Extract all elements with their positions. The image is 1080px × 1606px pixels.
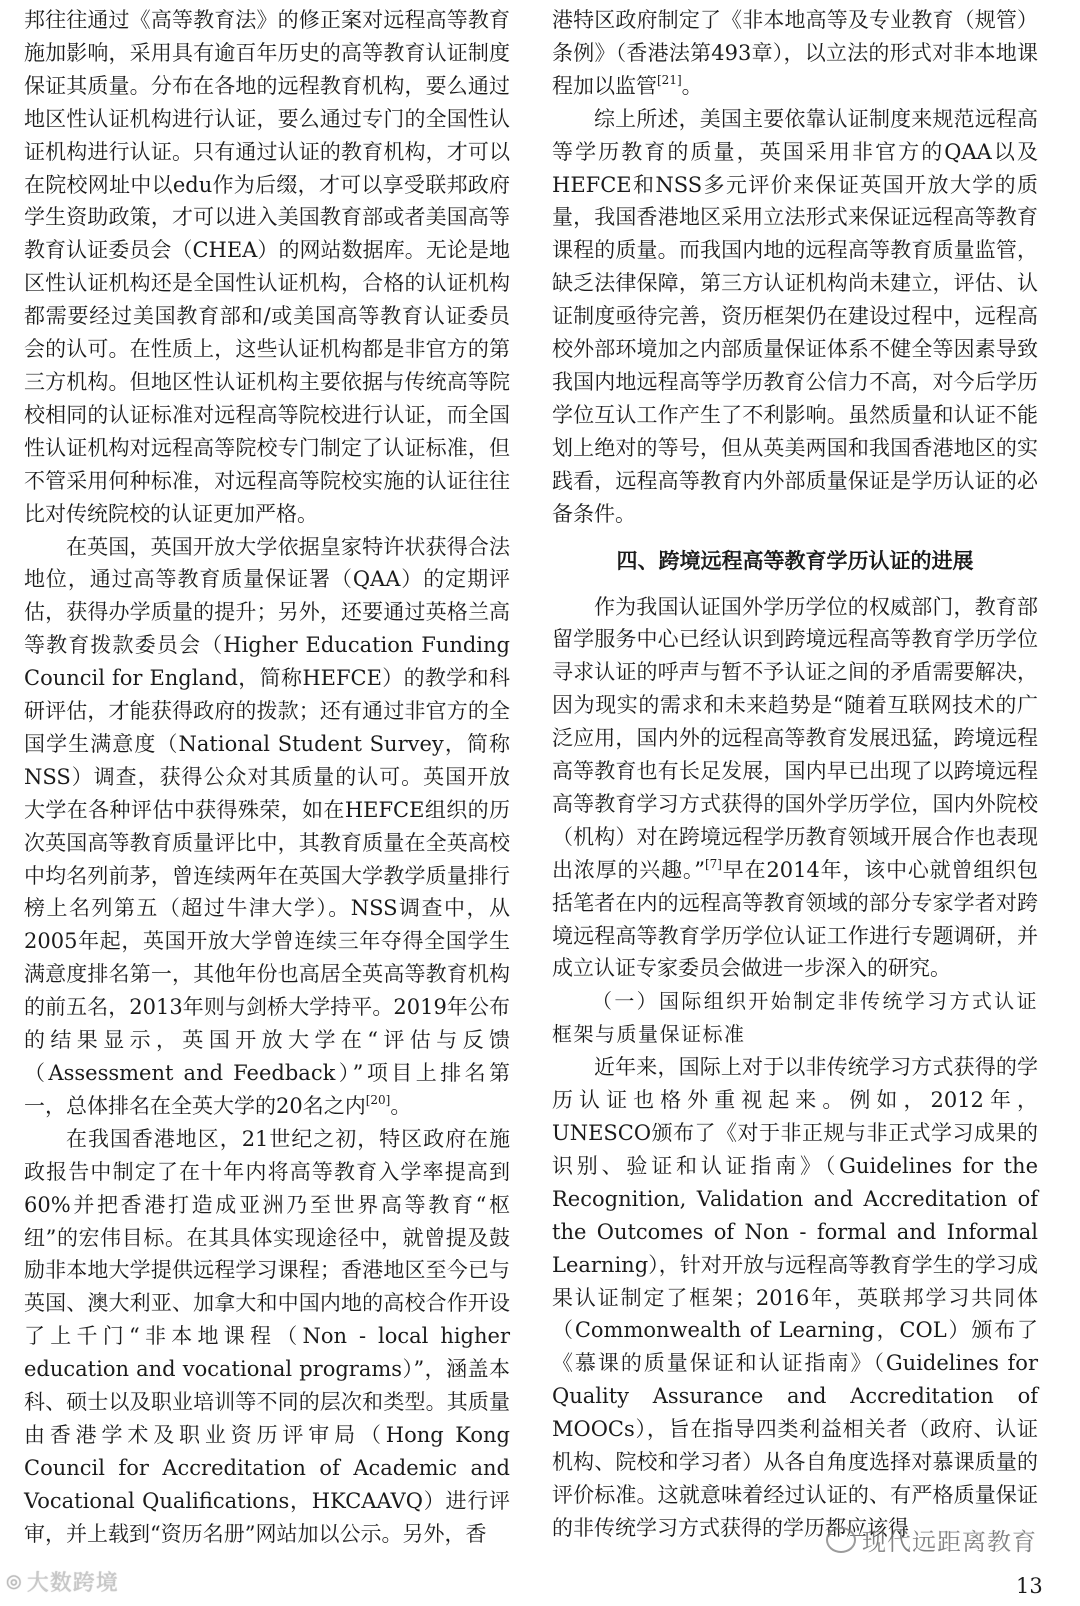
paragraph: 邦往往通过《高等教育法》的修正案对远程高等教育施加影响，采用具有逾百年历史的高等教育认证制度保证其质量。分布在各地的远程教育机构，要么通过地区性认证机构进行认证，要么通过专门的全国性认证机构进行认证。只有通过认证的教育机构，才可以在院校网址中以edu作为后缀，才可以享受联邦政府学生资助政策，才可以进入美国教育部或者美国高等教育认证委员会（CHEA）的网站数据库。无论是地区性认证机构还是全国性认证机构，合格的认证机构都需要经过美国教育部和/或美国高等教育认证委员会的认可。在性质上，这些认证机构都是非官方的第三方机构。但地区性认证机构主要依据与传统高等院校相同的认证标准对远程高等院校进行认证，而全国性认证机构对远程高等院校专门制定了认证标准，但不管采用何种标准，对远程高等院校实施的认证往往比对传统院校的认证更加严格。 bbox=[24, 8, 510, 526]
wechat-icon bbox=[826, 1527, 856, 1553]
subsection-heading: （一）国际组织开始制定非传统学习方式认证框架与质量保证标准 bbox=[552, 989, 1038, 1047]
watermark-weibo bbox=[6, 1566, 119, 1597]
paragraph bbox=[552, 591, 1038, 986]
section-heading: 四、跨境远程高等教育学历认证的进展 bbox=[616, 548, 974, 573]
paragraph: 在我国香港地区，21世纪之初，特区政府在施政报告中制定了在十年内将高等教育入学率提高到60%并把香港打造成亚洲乃至世界高等教育“枢纽”的宏伟目标。在其具体实现途径中，就曾提及鼓励非本地大学提供远程学习课程；香港地区至今已与英国、澳大利亚、加拿大和中国内地的高校合作开设了上千门“非本地课程（Non - local higher education and vocational programs）”，涵盖本科、硕士以及职业培训等不同的层次和类型。其质量由香港学术及职业资历评审局（Hong Kong Council for Accreditation of Academic and Vocational Qualifications，HKCAAVQ）进行评审，并上载到“资历名册”网站加以公示。另外，香 bbox=[24, 1126, 510, 1546]
watermark-text: 大数跨境 bbox=[26, 1571, 119, 1596]
paragraph-end: 。 bbox=[681, 73, 703, 98]
citation-ref: [21] bbox=[657, 72, 682, 87]
right-column bbox=[552, 4, 1038, 1545]
watermark-text: 现代远距离教育 bbox=[862, 1528, 1037, 1556]
citation-ref: [20] bbox=[365, 1092, 391, 1107]
paragraph-end: 早在2014年，该中心就曾组织包括笔者在内的远程高等教育领域的部分专家学者对跨境远程高等教育学历学位认证工作进行专题调研，并成立认证专家委员会做进一步深入的研究。 bbox=[552, 857, 1038, 981]
paragraph-end: 。 bbox=[390, 1093, 412, 1118]
paragraph-text: 作为我国认证国外学历学位的权威部门，教育部留学服务中心已经认识到跨境远程高等教育学历学位寻求认证的呼声与暂不予认证之间的矛盾需要解决，因为现实的需求和未来趋势是“随着互联网技术的广泛应用，国内外的远程高等教育发展迅猛，跨境远程高等教育也有长足发展，国内早已出现了以跨境远程高等教育学习方式获得的国外学历学位，国内外院校（机构）对在跨境远程学历教育领域开展合作也表现出浓厚的兴趣。” bbox=[552, 594, 1038, 882]
paragraph-text: 港特区政府制定了《非本地高等及专业教育（规管）条例》（香港法第493章），以立法的形式对非本地课程加以监管 bbox=[552, 8, 1038, 98]
watermark-wechat bbox=[826, 1522, 1037, 1557]
paragraph: 近年来，国际上对于以非传统学习方式获得的学历认证也格外重视起来。例如，2012年，UNESCO颁布了《对于非正规与非正式学习成果的识别、验证和认证指南》（Guidelines for the Recognition, Validation and Accreditation of the Outcomes of Non - formal and Informal Learning），针对开放与远程高等教育学生的学习成果认证制定了框架；2016年，英联邦学习共同体（Commonwealth of Learning，COL）颁布了《慕课的质量保证和认证指南》（Guidelines for Quality Assurance and Accreditation of MOOCs），旨在指导四类利益相关者（政府、认证机构、院校和学习者）从各自角度选择对慕课质量的评价标准。这就意味着经过认证的、有严格质量保证的非传统学习方式获得的学历都应该得 bbox=[552, 1055, 1038, 1540]
paragraph bbox=[552, 4, 1038, 103]
citation-ref: [7] bbox=[704, 856, 722, 871]
weibo-icon: ◎ bbox=[6, 1571, 23, 1592]
paragraph: 综上所述，美国主要依靠认证制度来规范远程高等学历教育的质量，英国采用非官方的QAA以及HEFCE和NSS多元评价来保证英国开放大学的质量，我国香港地区采用立法形式来保证远程高等教育课程的质量。而我国内地的远程高等教育质量监管，缺乏法律保障，第三方认证机构尚未建立，评估、认证制度亟待完善，资历框架仍在建设过程中，远程高校外部环境加之内部质量保证体系不健全等因素导致我国内地远程高等学历教育公信力不高，对今后学历学位互认工作产生了不利影响。虽然质量和认证不能划上绝对的等号，但从英美两国和我国香港地区的实践看，远程高等教育内外部质量保证是学历认证的必备条件。 bbox=[552, 106, 1038, 526]
paragraph-text: 在英国，英国开放大学依据皇家特许状获得合法地位，通过高等教育质量保证署（QAA）的定期评估，获得办学质量的提升；另外，还要通过英格兰高等教育拨款委员会（Higher Education Funding Council for England，简称HEFCE）的教学和科研评估，才能获得政府的拨款；还有通过非官方的全国学生满意度（National Student Survey，简称NSS）调查，获得公众对其质量的认可。英国开放大学在各种评估中获得殊荣，如在HEFCE组织的历次英国高等教育质量评比中，其教育质量在全英高校中均名列前茅，曾连续两年在英国大学教学质量排行榜上名列第五（超过牛津大学）。NSS调查中，从2005年起，英国开放大学曾连续三年夺得全国学生满意度排名第一，其他年份也高居全英高等教育机构的前五名，2013年则与剑桥大学持平。2019年公布的结果显示，英国开放大学在“评估与反馈（Assessment and Feedback）”项目上排名第一，总体排名在全英大学的20名之内 bbox=[24, 534, 510, 1118]
paragraph bbox=[24, 531, 510, 1123]
left-column bbox=[24, 4, 510, 1551]
page-number: 13 bbox=[1016, 1574, 1043, 1598]
